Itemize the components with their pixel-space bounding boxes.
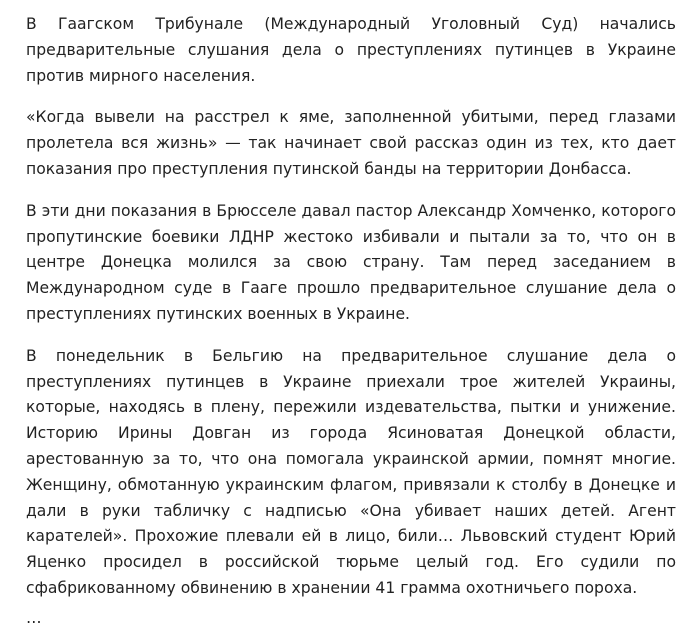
ellipsis: … bbox=[26, 608, 43, 623]
paragraph-2: «Когда вывели на расстрел к яме, заполненной убитыми, перед глазами пролетела вся жизнь» — так начинает свой рассказ один из тех, кто дает показания про преступления путинской банды на территории Донбасса. bbox=[26, 108, 676, 178]
paragraph-1: В Гаагском Трибунале (Международный Уголовный Суд) начались предварительные слушания дела о преступлениях путинцев в Украине против мирного населения. bbox=[26, 15, 676, 85]
paragraph-3: В эти дни показания в Брюсселе давал пастор Александр Хомченко, которого пропутинские боевики ЛДНР жестоко избивали и пытали за то, что он в центре Донецка молился за свою страну. Там перед заседанием в Международном суде в Гааге прошло предварительное слушание дела о преступлениях путинских военных в Украине. bbox=[26, 201, 676, 323]
paragraph-4: В понедельник в Бельгию на предварительное слушание дела о преступлениях путинцев в Украине приехали трое жителей Украины, которые, находясь в плену, пережили издевательства, пытки и унижение. Историю Ирины Довган из города Ясиноватая Донецкой области, арестованную за то, что она помогала украинской армии, помнят многие. Женщину, обмотанную украинским флагом, привязали к столбу в Донецке и дали в руки табличку с надписью «Она убивает наших детей. Агент карателей». Прохожие плевали ей в лицо, били… Львовский студент Юрий Яценко просидел в российской тюрьме целый год. Его судили по сфабрикованному обвинению в хранении 41 грамма охотничьего пороха. bbox=[26, 346, 676, 597]
